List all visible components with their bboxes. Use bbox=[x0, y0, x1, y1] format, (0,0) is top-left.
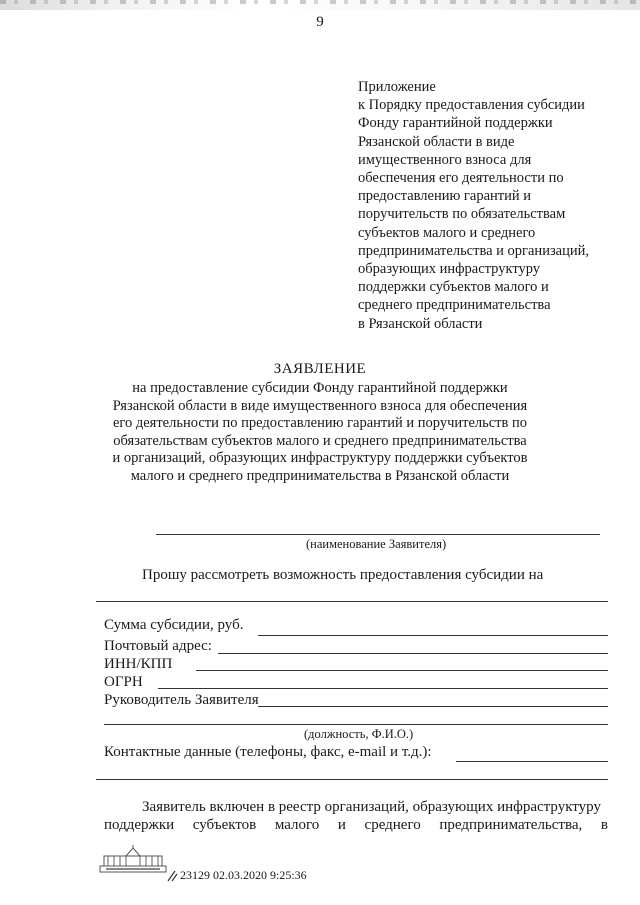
subtitle-line: обязательствам субъектов малого и среднего предпринимательства bbox=[113, 432, 527, 449]
closing-word: среднего bbox=[364, 817, 421, 833]
subtitle-line: малого и среднего предпринимательства в Рязанской области bbox=[130, 467, 510, 484]
inn-kpp-line[interactable] bbox=[196, 670, 608, 671]
appendix-block bbox=[358, 78, 628, 333]
head-line[interactable] bbox=[258, 706, 608, 707]
appendix-line: Приложение bbox=[358, 79, 436, 95]
subsidy-amount-line[interactable] bbox=[258, 635, 608, 636]
head-caption: (должность, Ф.И.О.) bbox=[304, 727, 414, 741]
appendix-line: образующих инфраструктуру bbox=[358, 261, 541, 278]
applicant-caption: (наименование Заявителя) bbox=[306, 537, 447, 551]
postal-address-label: Почтовый адрес: bbox=[104, 638, 212, 654]
appendix-line: имущественного взноса для bbox=[358, 151, 532, 168]
appendix-line: поручительств по обязательствам bbox=[358, 206, 566, 223]
postal-address-line[interactable] bbox=[218, 653, 608, 654]
appendix-line: предпринимательства и организаций, bbox=[358, 242, 590, 259]
appendix-line: субъектов малого и среднего bbox=[358, 224, 536, 241]
appendix-line: обеспечения его деятельности по bbox=[358, 170, 564, 187]
subtitle-line: его деятельности по предоставлению гарантий и поручительств по bbox=[112, 415, 528, 431]
appendix-line: Рязанской области в виде bbox=[358, 133, 515, 150]
page-number: 9 bbox=[316, 14, 324, 30]
closing-word: предпринимательства, bbox=[439, 817, 583, 833]
subtitle-line: Рязанской области в виде имущественного взноса для обеспечения bbox=[112, 397, 528, 414]
applicant-name-line[interactable] bbox=[156, 534, 600, 535]
subtitle-line: и организаций, образующих инфраструктуру поддержки субъектов bbox=[112, 450, 528, 466]
closing-word: и bbox=[337, 817, 346, 833]
appendix-line: Фонду гарантийной поддержки bbox=[358, 115, 553, 132]
closing-paragraph-line1: Заявитель включен в реестр организаций, образующих инфраструктуру bbox=[142, 799, 601, 815]
government-building-stamp-icon bbox=[98, 844, 168, 874]
scan-edge-marks bbox=[0, 0, 640, 4]
appendix-line: к Порядку предоставления субсидии bbox=[358, 97, 585, 114]
document-title: ЗАЯВЛЕНИЕ bbox=[273, 361, 367, 377]
inn-kpp-label: ИНН/КПП bbox=[104, 656, 173, 672]
ogrn-line[interactable] bbox=[158, 688, 608, 689]
closing-word: субъектов bbox=[192, 817, 257, 833]
appendix-line: среднего предпринимательства bbox=[358, 297, 551, 314]
subtitle-line: на предоставление субсидии Фонду гарантийной поддержки bbox=[132, 380, 508, 396]
head-line-2[interactable] bbox=[104, 724, 608, 725]
contacts-line[interactable] bbox=[456, 761, 608, 762]
closing-word: в bbox=[600, 817, 608, 833]
contacts-label: Контактные данные (телефоны, факс, e-mail и т.д.): bbox=[104, 744, 432, 760]
ogrn-label: ОГРН bbox=[104, 674, 143, 690]
appendix-line: предоставлению гарантий и bbox=[358, 188, 532, 205]
pen-mark-icon bbox=[166, 869, 178, 883]
footer-document-id: 23129 02.03.2020 9:25:36 bbox=[180, 868, 307, 882]
closing-word: малого bbox=[274, 817, 320, 833]
appendix-line: поддержки субъектов малого и bbox=[358, 279, 549, 296]
head-label: Руководитель Заявителя bbox=[104, 692, 259, 708]
document-subtitle bbox=[60, 380, 580, 485]
contacts-line-2[interactable] bbox=[96, 779, 608, 780]
request-text: Прошу рассмотреть возможность предоставления субсидии на bbox=[142, 567, 544, 583]
closing-paragraph-line2 bbox=[104, 817, 608, 834]
request-purpose-line[interactable] bbox=[96, 601, 608, 602]
appendix-line: в Рязанской области bbox=[358, 315, 483, 332]
closing-word: поддержки bbox=[104, 817, 175, 833]
subsidy-amount-label: Сумма субсидии, руб. bbox=[104, 617, 244, 633]
